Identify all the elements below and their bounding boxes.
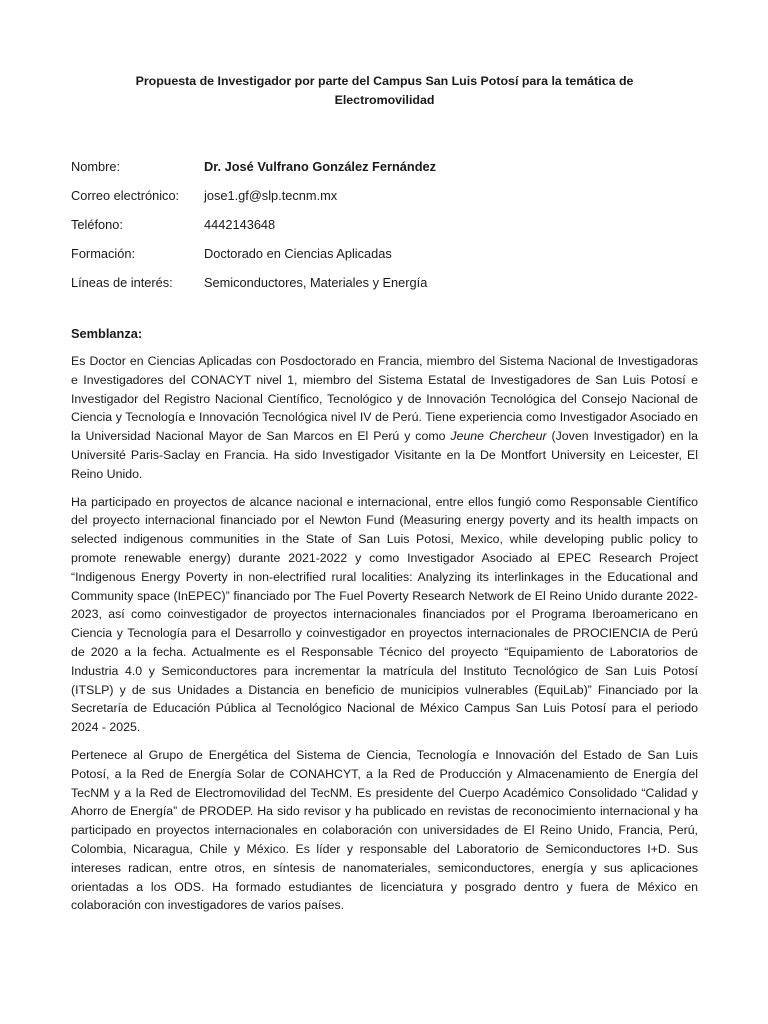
info-row-correo — [71, 188, 698, 217]
title-line-2: Electromovilidad — [334, 93, 435, 107]
paragraph-1-text-a: Es Doctor en Ciencias Aplicadas con Posdoctorado en Francia, miembro del Sistema Nacional de Investigadoras e Investigadores del CONACYT nivel 1, miembro del Sistema Estatal de Investigadores de San Luis Potosí e Investigador del Registro Nacional Científico, Tecnológico y de Innovación Tecnológica del Consejo Nacional de Ciencia y Tecnología e Innovación Tecnológica nivel IV de Perú. Tiene experiencia como Investigador Asociado en la Universidad Nacional Mayor de San Marcos en El Perú y como — [71, 354, 698, 444]
paragraph-1-text-b: (Joven Investigador) en la Université Paris-Saclay en Francia. Ha sido Investigador Visitante en la De Montfort University en Leicester, El Reino Unido. — [71, 429, 698, 481]
correo-label: Correo electrónico: — [71, 188, 180, 203]
contact-info-table — [71, 159, 698, 304]
telefono-value: 4442143648 — [204, 217, 276, 232]
title-line-1: Propuesta de Investigador por parte del Campus San Luis Potosí para la temática de — [135, 74, 634, 88]
document-page — [71, 72, 698, 915]
info-row-formacion — [71, 246, 698, 275]
semblanza-paragraph-2: Ha participado en proyectos de alcance nacional e internacional, entre ellos fungió como Responsable Científico del proyecto internacional financiado por el Newton Fund (Measuring energy poverty and its health impacts on selected indigenous communities in the State of San Luis Potosi, Mexico, while developing public policy to promote renewable energy) durante 2021-2022 y como Investigador Asociado al EPEC Research Project “Indigenous Energy Poverty in non-electrified rural localities: Analyzing its interlinkages in the Educational and Community space (InEPEC)” financiado por The Fuel Poverty Research Network de El Reino Unido durante 2022-2023, así como coinvestigador de proyectos internacionales financiados por el Programa Iberoamericano en Ciencia y Tecnología para el Desarrollo y coinvestigador en proyectos internacionales de PROCIENCIA de Perú de 2020 a la fecha. Actualmente es el Responsable Técnico del proyecto “Equipamiento de Laboratorios de Industria 4.0 y Semiconductores para incrementar la matrícula del Instituto Tecnológico de San Luis Potosí (ITSLP) y de sus Unidades a Distancia en beneficio de municipios vulnerables (EquiLab)” Financiado por la Secretaría de Educación Pública al Tecnológico Nacional de México Campus San Luis Potosí para el periodo 2024 - 2025. — [71, 494, 698, 735]
info-row-telefono — [71, 217, 698, 246]
correo-value: jose1.gf@slp.tecnm.mx — [204, 188, 338, 203]
semblanza-heading: Semblanza: — [71, 326, 143, 341]
info-row-lineas — [71, 275, 698, 304]
semblanza-paragraph-3: Pertenece al Grupo de Energética del Sistema de Ciencia, Tecnología e Innovación del Estado de San Luis Potosí, a la Red de Energía Solar de CONAHCYT, a la Red de Producción y Almacenamiento de Energía del TecNM y a la Red de Electromovilidad del TecNM. Es presidente del Cuerpo Académico Consolidado “Calidad y Ahorro de Energía” de PRODEP. Ha sido revisor y ha publicado en revistas de reconocimiento internacional y ha participado en proyectos internacionales en colaboración con universidades de El Reino Unido, Francia, Perú, Colombia, Nicaragua, Chile y México. Es líder y responsable del Laboratorio de Semiconductores I+D. Sus intereses radican, entre otros, en síntesis de nanomateriales, semiconductores, energía y sus aplicaciones orientadas a los ODS. Ha formado estudiantes de licenciatura y posgrado dentro y fuera de México en colaboración con investigadores de varios países. — [71, 747, 698, 913]
nombre-label: Nombre: — [71, 159, 121, 174]
lineas-value: Semiconductores, Materiales y Energía — [204, 275, 428, 290]
info-row-nombre — [71, 159, 698, 188]
lineas-label: Líneas de interés: — [71, 275, 173, 290]
paragraph-1-italic: Jeune Chercheur — [450, 429, 547, 444]
nombre-value: Dr. José Vulfrano González Fernández — [204, 159, 437, 174]
formacion-label: Formación: — [71, 246, 136, 261]
semblanza-paragraph-1 — [71, 352, 698, 484]
formacion-value: Doctorado en Ciencias Aplicadas — [204, 246, 392, 261]
telefono-label: Teléfono: — [71, 217, 123, 232]
page-title — [71, 72, 698, 110]
